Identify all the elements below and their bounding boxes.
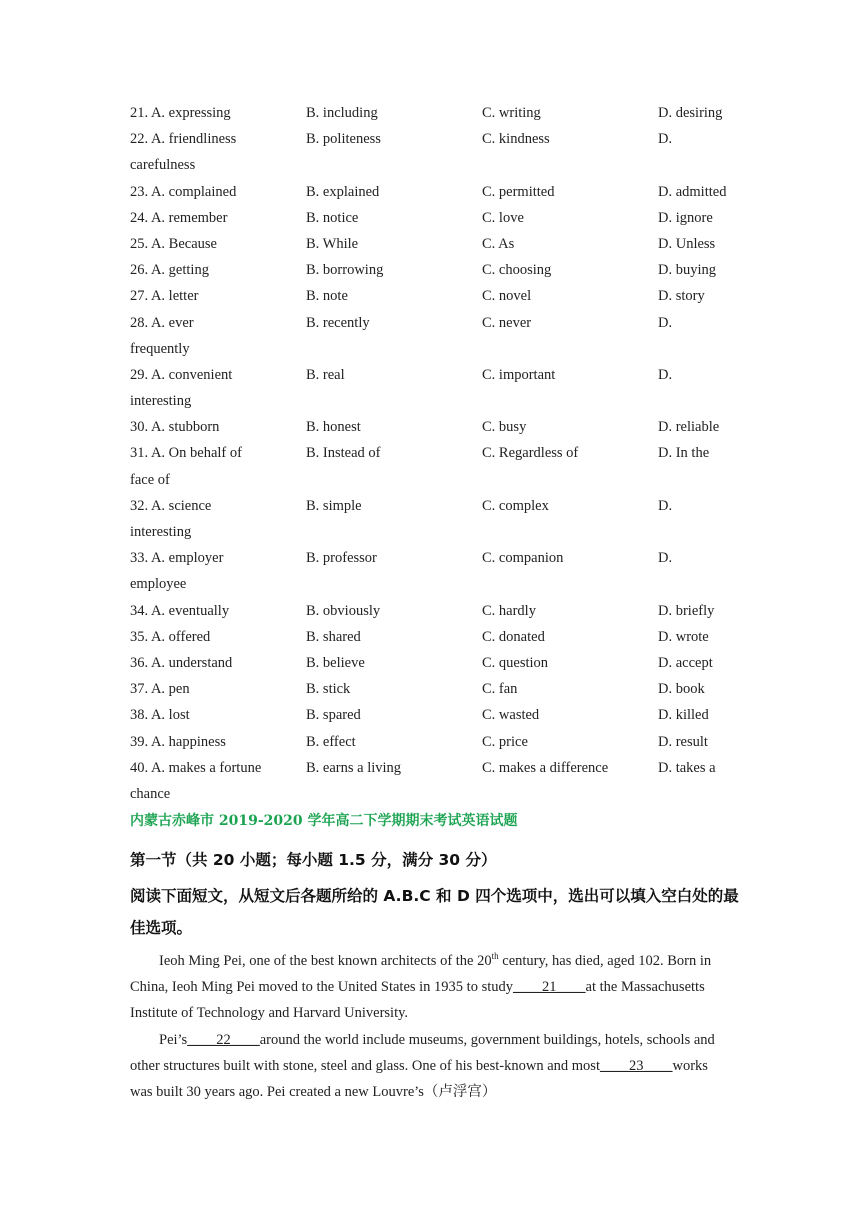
option-d: D. briefly [658,602,715,619]
option-c: C. never [482,314,532,331]
option-continuation: chance [130,785,171,802]
option-b: B. note [306,288,348,305]
option-a: 27. A. letter [130,288,199,305]
option-c: C. As [482,235,515,252]
option-continuation: face of [130,471,170,488]
option-c: C. love [482,209,524,226]
option-c: C. makes a difference [482,759,609,776]
instructions: 阅读下面短文，从短文后各题所给的 A.B.C 和 D 四个选项中，选出可以填入空白处的最佳选项。 [130,887,739,937]
option-row [130,100,750,126]
option-a: 36. A. understand [130,654,233,671]
option-a: 21. A. expressing [130,105,231,121]
blank-23: ____23____ [599,1057,673,1074]
blank-22: ____22____ [187,1031,260,1048]
option-d: D. ignore [658,209,713,226]
section-heading: 第一节（共 20 小题；每小题 1.5 分，满分 30 分） [130,851,497,869]
option-c: C. important [482,366,556,383]
passage-text: Ieoh Ming Pei, one of the best known architects of the 20 [159,953,492,969]
option-d: D. killed [658,707,709,724]
option-b: B. Instead of [306,445,381,462]
option-b: B. stick [306,681,351,698]
option-b: B. professor [306,550,377,567]
option-row [130,650,750,676]
answer-options-list [130,100,750,807]
option-row [130,310,750,336]
option-b: B. obviously [306,602,381,619]
passage-text: century, has died, aged 102. Born in China, Ieoh Ming Pei moved to the United States in 1935 to study [130,953,712,996]
option-row [130,231,750,257]
option-a: 29. A. convenient [130,366,233,383]
option-d: D. accept [658,654,713,671]
option-continuation: frequently [130,340,190,357]
option-b: B. recently [306,314,370,331]
option-row [130,729,750,755]
option-row [130,205,750,231]
option-d: D. takes a [658,759,716,776]
option-c: C. donated [482,628,545,645]
option-c: C. fan [482,681,518,698]
option-a: 31. A. On behalf of [130,445,242,462]
option-row [130,624,750,650]
option-row [130,179,750,205]
option-c: C. price [482,733,528,750]
option-b: B. honest [306,419,361,436]
option-b: B. politeness [306,131,381,148]
option-c: C. Regardless of [482,445,579,462]
option-d: D. [658,131,673,148]
option-d: D. result [658,733,708,750]
passage-text: works was built 30 years ago. Pei created a new Louvre’s（卢浮宫） [130,1057,708,1101]
option-c: C. question [482,654,549,671]
option-row [130,283,750,309]
option-b: B. believe [306,654,365,671]
option-b: B. shared [306,628,361,645]
option-d: D. [658,314,673,331]
option-a: 38. A. lost [130,707,190,724]
option-d: D. [658,550,673,567]
option-continuation: interesting [130,524,192,540]
passage-paragraph-1 [130,948,730,1027]
option-d: D. wrote [658,628,709,645]
option-row [130,440,750,466]
option-row [130,414,750,440]
option-continuation: interesting [130,393,192,410]
option-a: 32. A. science [130,497,212,514]
option-row [130,126,750,152]
option-continuation: carefulness [130,157,196,174]
option-b: B. borrowing [306,262,384,279]
option-a: 30. A. stubborn [130,419,220,436]
option-a: 35. A. offered [130,628,211,645]
option-b: B. effect [306,733,356,750]
option-a: 40. A. makes a fortune [130,759,262,776]
blank-21: ____21____ [513,979,586,996]
option-row [130,493,750,519]
exam-source-title: 内蒙古赤峰市 2019-2020 学年高二下学期期末考试英语试题 [130,813,518,829]
option-a: 25. A. Because [130,235,217,252]
option-row [130,702,750,728]
option-row [130,598,750,624]
option-a: 24. A. remember [130,209,228,226]
option-b: B. simple [306,497,362,514]
option-c: C. kindness [482,131,550,148]
option-a: 26. A. getting [130,262,209,279]
option-b: B. real [306,366,345,383]
passage-text: Pei’s [159,1031,188,1048]
reading-passage [130,948,730,1105]
option-b: B. explained [306,183,380,200]
option-row [130,676,750,702]
option-d: D. buying [658,262,716,279]
option-a: 23. A. complained [130,183,237,200]
option-c: C. writing [482,105,541,121]
option-d: D. book [658,681,705,698]
option-a: 22. A. friendliness [130,131,237,148]
option-c: C. permitted [482,183,555,200]
option-d: D. reliable [658,419,720,436]
option-b: B. While [306,235,359,252]
option-b: B. spared [306,707,361,724]
option-d: D. story [658,288,705,305]
option-c: C. wasted [482,707,540,724]
passage-text: around the world include museums, government buildings, hotels, schools and other structures built with stone, steel and glass. One of his best-known and most [130,1031,715,1074]
option-d: D. [658,366,673,383]
option-a: 34. A. eventually [130,602,230,619]
option-d: D. admitted [658,183,727,200]
option-row [130,755,750,781]
option-c: C. busy [482,419,527,436]
option-b: B. including [306,105,378,121]
option-a: 39. A. happiness [130,733,226,750]
option-d: D. desiring [658,105,723,121]
option-a: 28. A. ever [130,314,194,331]
option-c: C. hardly [482,602,536,619]
passage-paragraph-2 [130,1027,730,1106]
option-a: 37. A. pen [130,681,190,698]
option-c: C. novel [482,288,532,305]
option-b: B. notice [306,209,359,226]
superscript: th [491,951,499,962]
option-continuation: employee [130,576,187,593]
option-row [130,545,750,571]
option-c: C. complex [482,497,549,514]
option-row [130,362,750,388]
option-d: D. [658,497,673,514]
option-b: B. earns a living [306,759,402,776]
option-c: C. choosing [482,262,552,279]
option-c: C. companion [482,550,564,567]
option-d: D. In the [658,445,710,462]
option-d: D. Unless [658,235,716,252]
option-a: 33. A. employer [130,550,224,567]
passage-text: at the Massachusetts Institute of Technology and Harvard University. [130,979,705,1022]
option-row [130,257,750,283]
